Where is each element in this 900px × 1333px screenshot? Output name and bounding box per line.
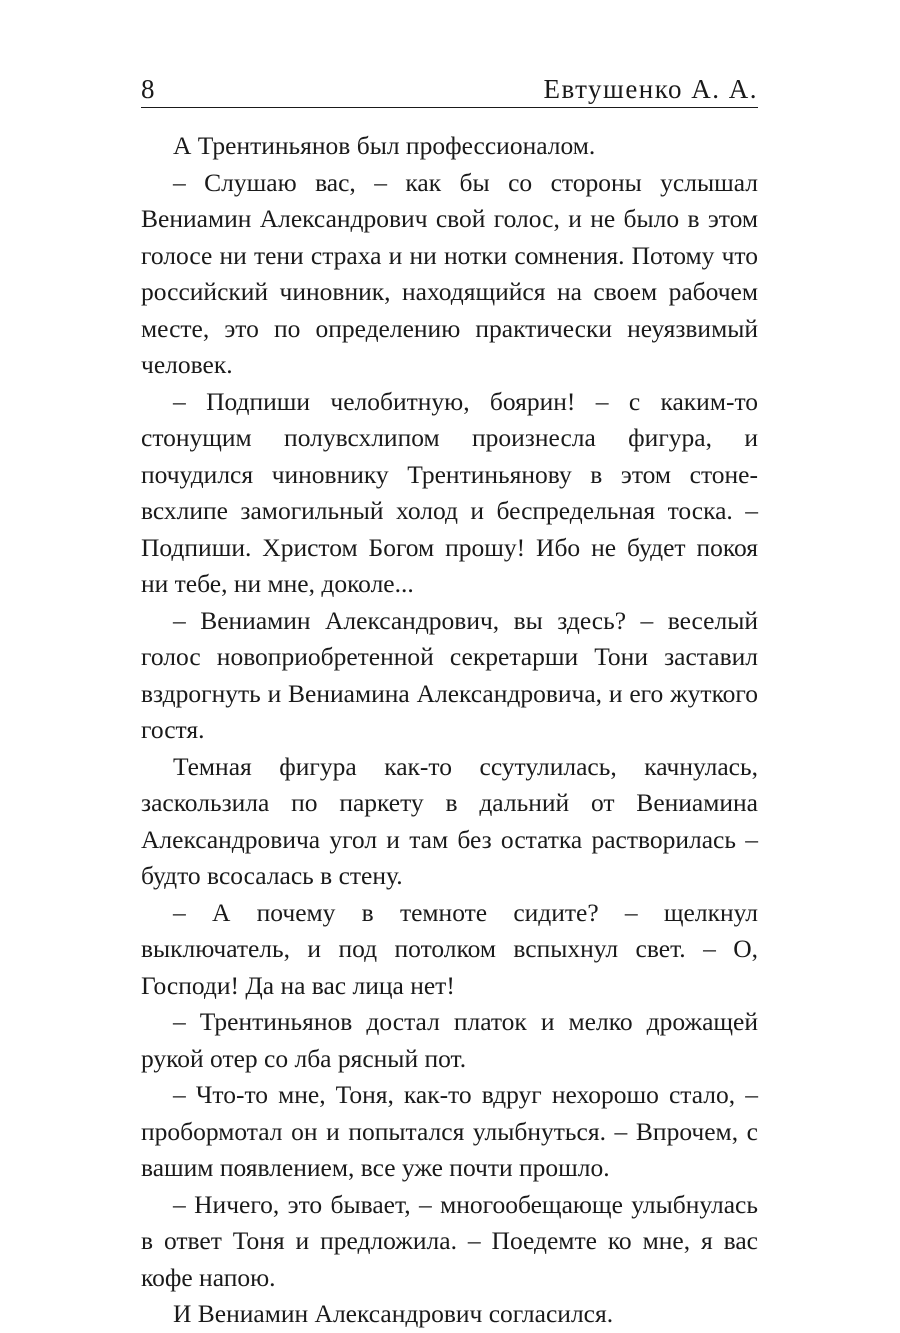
running-head <box>141 66 758 106</box>
paragraph: – Что-то мне, Тоня, как-то вдруг нехорошо стало, – пробормотал он и попытался улыбнуться. – Впрочем, с вашим появлением, все уже почти прошло. <box>141 1080 758 1182</box>
page-number: 8 <box>141 74 155 104</box>
paragraph: – Слушаю вас, – как бы со стороны услышал Вениамин Александрович свой голос, и не было в этом голосе ни тени страха и ни нотки сомнения. Потому что российский чиновник, находящийся на своем рабочем месте, это по определению практически неуязвимый человек. <box>141 167 758 379</box>
author-name: Евтушенко А. А. <box>543 74 758 104</box>
paragraph: – А почему в темноте сидите? – щелкнул выключатель, и под потолком вспыхнул свет. – О, Господи! Да на вас лица нет! <box>141 897 758 1000</box>
paragraph: – Подпиши челобитную, боярин! – с каким-то стонущим полувсхлипом произнесла фигура, и почудился чиновнику Трентиньянову в этом стоне-всхлипе замогильный холод и беспредельная тоска. – Подпиши. Христом Богом прошу! Ибо не будет покоя ни тебе, ни мне, доколе... <box>141 386 758 598</box>
header-rule <box>141 107 758 108</box>
paragraph: – Трентиньянов достал платок и мелко дрожащей рукой отер со лба рясный пот. <box>141 1007 758 1073</box>
paragraph: – Ничего, это бывает, – многообещающе улыбнулась в ответ Тоня и предложила. – Поедемте ко мне, я вас кофе напою. <box>141 1189 758 1292</box>
paragraph: И Вениамин Александрович согласился. <box>173 1299 614 1328</box>
body-text <box>141 128 758 1333</box>
paragraph: – Вениамин Александрович, вы здесь? – веселый голос новоприобретенной секретарши Тони заставил вздрогнуть и Вениамина Александровича, и его жуткого гостя. <box>141 605 758 744</box>
paragraph: Темная фигура как-то ссутулилась, качнулась, заскользила по паркету в дальний от Вениамина Александровича угол и там без остатка растворилась – будто всосалась в стену. <box>141 751 758 890</box>
paragraph: А Трентиньянов был профессионалом. <box>173 131 596 160</box>
